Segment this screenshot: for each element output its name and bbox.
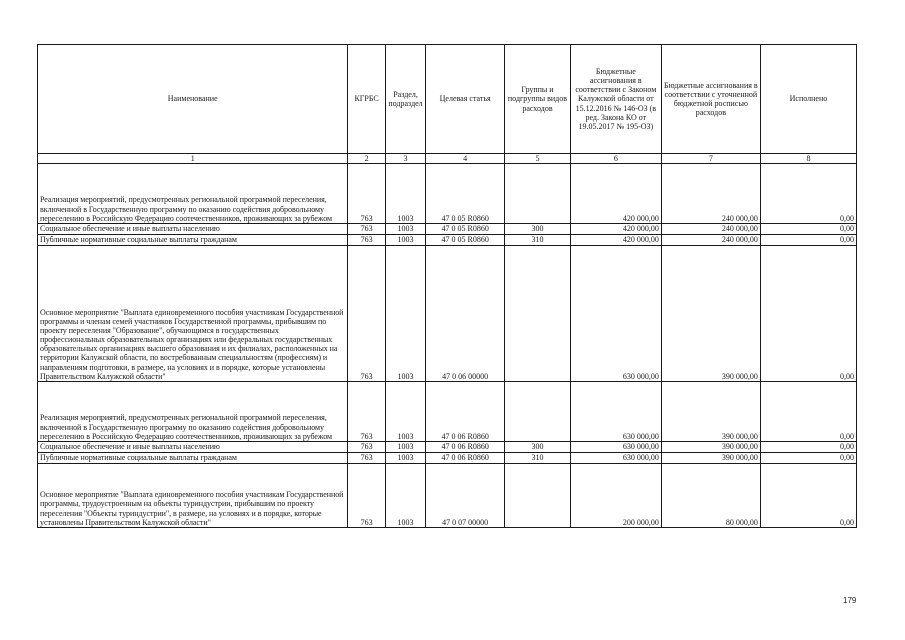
row-name: Основное мероприятие "Выплата единовременного пособия участникам Государственной программы, трудоустроенным на объекты туриндустрии, прибывшим по проекту переселения "Объекты туриндустрии", в размере, на условиях и в порядке, которые установлены Правительством Калужской области" bbox=[38, 464, 348, 528]
row-section: 1003 bbox=[385, 235, 425, 246]
row-target: 47 0 06 R0860 bbox=[426, 382, 505, 442]
column-number: 2 bbox=[348, 154, 385, 164]
row-executed: 0,00 bbox=[760, 224, 856, 235]
row-budget-refined: 390 000,00 bbox=[661, 382, 760, 442]
row-kgrbs: 763 bbox=[348, 235, 385, 246]
row-kgrbs: 763 bbox=[348, 382, 385, 442]
column-number: 3 bbox=[385, 154, 425, 164]
row-target: 47 0 07 00000 bbox=[426, 464, 505, 528]
row-name: Публичные нормативные социальные выплаты гражданам bbox=[38, 453, 348, 464]
table-row bbox=[38, 453, 857, 464]
page-number: 179 bbox=[843, 596, 857, 605]
column-number: 8 bbox=[760, 154, 856, 164]
row-group bbox=[505, 464, 571, 528]
row-executed: 0,00 bbox=[760, 442, 856, 453]
row-name: Публичные нормативные социальные выплаты гражданам bbox=[38, 235, 348, 246]
row-group bbox=[505, 164, 571, 224]
row-budget-refined: 240 000,00 bbox=[661, 235, 760, 246]
row-name: Социальное обеспечение и иные выплаты населению bbox=[38, 224, 348, 235]
row-executed: 0,00 bbox=[760, 246, 856, 382]
table-row bbox=[38, 246, 857, 382]
row-target: 47 0 06 00000 bbox=[426, 246, 505, 382]
row-kgrbs: 763 bbox=[348, 224, 385, 235]
row-section: 1003 bbox=[385, 224, 425, 235]
row-budget-law: 420 000,00 bbox=[570, 164, 661, 224]
row-executed: 0,00 bbox=[760, 464, 856, 528]
row-target: 47 0 06 R0860 bbox=[426, 442, 505, 453]
row-budget-refined: 390 000,00 bbox=[661, 442, 760, 453]
table-row bbox=[38, 164, 857, 224]
row-name: Основное мероприятие "Выплата единовременного пособия участникам Государственной программы и членам семей участников Государственной программы, прибывшим по проекту переселения "Образование", обучающимся в государственных профессиональных образовательных организациях или федеральных государственных образовательных организациях высшего образования и их филиалах, расположенных на территории Калужской области, по востребованным специальностям (профессиям) и направлениям подготовки, в размере, на условиях и в порядке, которые установлены Правительством Калужской области" bbox=[38, 246, 348, 382]
row-group: 310 bbox=[505, 453, 571, 464]
header-target: Целевая статья bbox=[426, 45, 505, 154]
row-budget-refined: 390 000,00 bbox=[661, 246, 760, 382]
header-budget-law: Бюджетные ассигнования в соответствии с Законом Калужской области от 15.12.2016 № 146-ОЗ (в ред. Закона КО от 19.05.2017 № 195-ОЗ) bbox=[570, 45, 661, 154]
row-budget-law: 420 000,00 bbox=[570, 224, 661, 235]
table-row bbox=[38, 382, 857, 442]
header-group: Группы и подгруппы видов расходов bbox=[505, 45, 571, 154]
row-budget-law: 630 000,00 bbox=[570, 246, 661, 382]
row-section: 1003 bbox=[385, 164, 425, 224]
row-name: Социальное обеспечение и иные выплаты населению bbox=[38, 442, 348, 453]
table-row bbox=[38, 442, 857, 453]
row-group bbox=[505, 382, 571, 442]
header-section: Раздел, подраздел bbox=[385, 45, 425, 154]
row-kgrbs: 763 bbox=[348, 453, 385, 464]
column-number: 5 bbox=[505, 154, 571, 164]
row-section: 1003 bbox=[385, 453, 425, 464]
row-section: 1003 bbox=[385, 246, 425, 382]
row-budget-refined: 390 000,00 bbox=[661, 453, 760, 464]
row-budget-law: 630 000,00 bbox=[570, 442, 661, 453]
row-kgrbs: 763 bbox=[348, 442, 385, 453]
row-kgrbs: 763 bbox=[348, 164, 385, 224]
header-budget-refined: Бюджетные ассигнования в соответствии с уточненной бюджетной росписью расходов bbox=[661, 45, 760, 154]
row-budget-refined: 240 000,00 bbox=[661, 224, 760, 235]
row-group: 300 bbox=[505, 224, 571, 235]
row-budget-refined: 80 000,00 bbox=[661, 464, 760, 528]
row-section: 1003 bbox=[385, 464, 425, 528]
column-number: 1 bbox=[38, 154, 348, 164]
row-kgrbs: 763 bbox=[348, 464, 385, 528]
row-group: 310 bbox=[505, 235, 571, 246]
row-group: 300 bbox=[505, 442, 571, 453]
header-executed: Исполнено bbox=[760, 45, 856, 154]
row-kgrbs: 763 bbox=[348, 246, 385, 382]
row-budget-refined: 240 000,00 bbox=[661, 164, 760, 224]
column-number-row bbox=[38, 154, 857, 164]
row-target: 47 0 05 R0860 bbox=[426, 235, 505, 246]
table-row bbox=[38, 224, 857, 235]
column-number: 4 bbox=[426, 154, 505, 164]
row-budget-law: 630 000,00 bbox=[570, 382, 661, 442]
table-row bbox=[38, 235, 857, 246]
row-budget-law: 630 000,00 bbox=[570, 453, 661, 464]
row-budget-law: 200 000,00 bbox=[570, 464, 661, 528]
row-budget-law: 420 000,00 bbox=[570, 235, 661, 246]
row-executed: 0,00 bbox=[760, 235, 856, 246]
row-section: 1003 bbox=[385, 382, 425, 442]
column-number: 7 bbox=[661, 154, 760, 164]
row-executed: 0,00 bbox=[760, 453, 856, 464]
row-target: 47 0 05 R0860 bbox=[426, 164, 505, 224]
row-section: 1003 bbox=[385, 442, 425, 453]
table-header-row bbox=[38, 45, 857, 154]
row-target: 47 0 05 R0860 bbox=[426, 224, 505, 235]
table-row bbox=[38, 464, 857, 528]
row-executed: 0,00 bbox=[760, 382, 856, 442]
row-group bbox=[505, 246, 571, 382]
row-name: Реализация мероприятий, предусмотренных региональной программой переселения, включенной в Государственную программу по оказанию содействия добровольному переселению в Российскую Федерацию соотечественников, проживающих за рубежом bbox=[38, 164, 348, 224]
budget-table bbox=[37, 44, 857, 528]
column-number: 6 bbox=[570, 154, 661, 164]
row-executed: 0,00 bbox=[760, 164, 856, 224]
row-target: 47 0 06 R0860 bbox=[426, 453, 505, 464]
row-name: Реализация мероприятий, предусмотренных региональной программой переселения, включенной в Государственную программу по оказанию содействия добровольному переселению в Российскую Федерацию соотечественников, проживающих за рубежом bbox=[38, 382, 348, 442]
header-name: Наименование bbox=[38, 45, 348, 154]
header-kgrbs: КГРБС bbox=[348, 45, 385, 154]
